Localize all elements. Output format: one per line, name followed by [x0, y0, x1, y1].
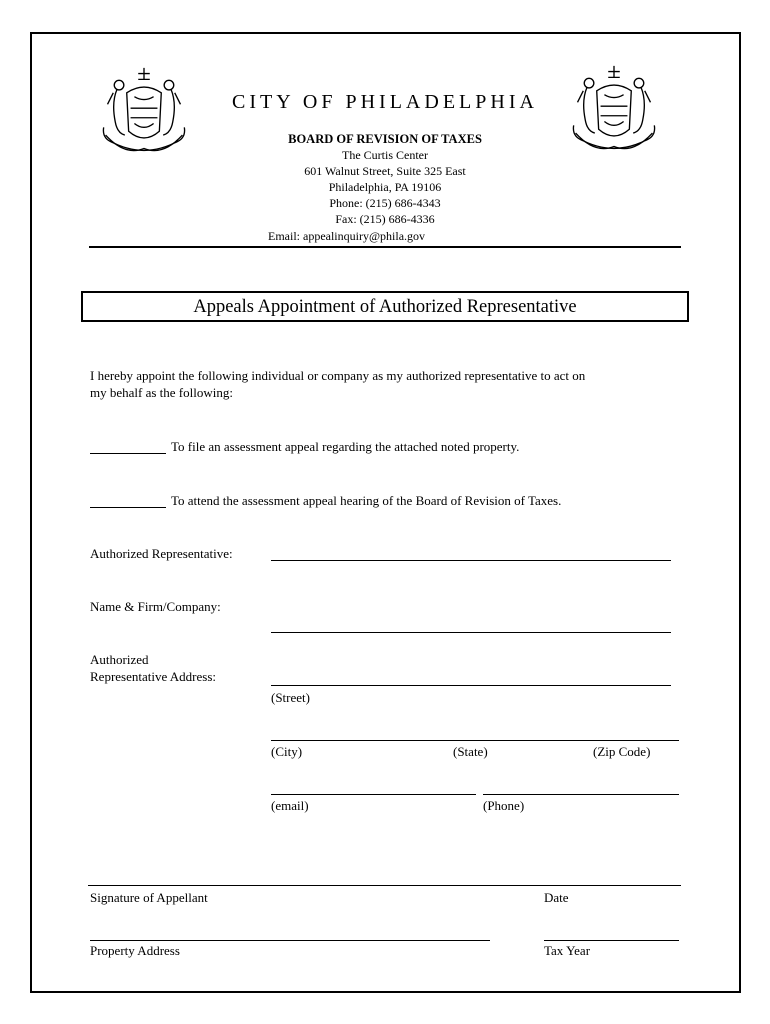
- fax-number: Fax: (215) 686-4336: [335, 212, 435, 226]
- building-name: The Curtis Center: [342, 148, 428, 162]
- option2-blank[interactable]: [90, 507, 166, 508]
- property-address-label: Property Address: [90, 943, 180, 958]
- intro-text-line2: my behalf as the following:: [90, 385, 233, 400]
- intro-text-line1: I hereby appoint the following individual or company as my authorized representative to act on: [90, 368, 586, 383]
- tax-year-label: Tax Year: [544, 943, 591, 958]
- city-seal-icon: [566, 62, 662, 158]
- address-label-line2: Representative Address:: [90, 669, 216, 684]
- city-sublabel: (City): [271, 744, 303, 759]
- state-sublabel: (State): [453, 744, 488, 759]
- date-label: Date: [544, 890, 569, 905]
- option2-text: To attend the assessment appeal hearing of the Board of Revision of Taxes.: [171, 493, 562, 508]
- city-seal-icon: [96, 64, 192, 160]
- street-field[interactable]: [271, 685, 671, 686]
- tax-year-field[interactable]: [544, 940, 679, 941]
- phone-number: Phone: (215) 686-4343: [329, 196, 441, 210]
- form-title: Appeals Appointment of Authorized Representative: [81, 291, 689, 322]
- option1-text: To file an assessment appeal regarding the attached noted property.: [171, 439, 520, 454]
- email-sublabel: (email): [271, 798, 309, 813]
- city-state-zip: Philadelphia, PA 19106: [328, 180, 442, 194]
- address-label-line1: Authorized: [90, 652, 149, 667]
- email-address: Email: appealinquiry@phila.gov: [268, 229, 426, 243]
- phone-sublabel: (Phone): [483, 798, 525, 813]
- authorized-rep-field[interactable]: [271, 560, 671, 561]
- signature-label: Signature of Appellant: [90, 890, 208, 905]
- property-address-field[interactable]: [90, 940, 490, 941]
- zip-sublabel: (Zip Code): [593, 744, 651, 759]
- city-title: CITY OF PHILADELPHIA: [232, 91, 538, 113]
- authorized-rep-label: Authorized Representative:: [90, 546, 233, 561]
- name-firm-field[interactable]: [271, 632, 671, 633]
- option1-blank[interactable]: [90, 453, 166, 454]
- street-address: 601 Walnut Street, Suite 325 East: [304, 164, 466, 178]
- email-field[interactable]: [271, 794, 476, 795]
- phone-field[interactable]: [483, 794, 679, 795]
- city-state-zip-field[interactable]: [271, 740, 679, 741]
- signature-date-line[interactable]: [88, 885, 681, 886]
- street-sublabel: (Street): [271, 690, 310, 705]
- name-firm-label: Name & Firm/Company:: [90, 599, 221, 614]
- board-name: BOARD OF REVISION OF TAXES: [288, 132, 482, 146]
- header-divider: [89, 246, 681, 248]
